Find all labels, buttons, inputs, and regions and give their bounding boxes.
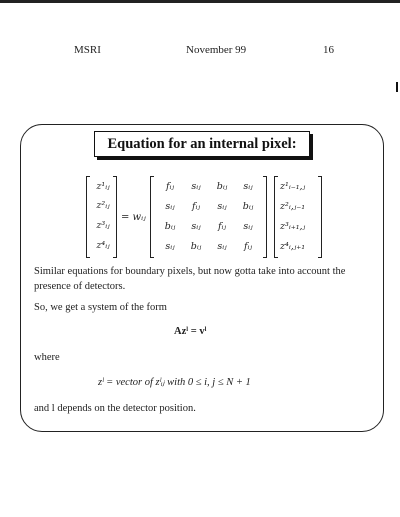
where-label: where xyxy=(34,352,60,363)
equals-weight: = wᵢⱼ xyxy=(121,212,146,223)
lhs-entry-1: z¹ᵢⱼ xyxy=(96,181,110,192)
header-date: November 99 xyxy=(186,44,247,56)
matrix-cell: fᵢⱼ xyxy=(244,241,252,252)
matrix-cell: bᵢⱼ xyxy=(242,201,254,212)
rhs-entry-3: z³ᵢ₊₁,ⱼ xyxy=(280,221,306,232)
rhs-right-bracket xyxy=(318,176,322,258)
rhs-entry-1: z¹ᵢ₋₁,ⱼ xyxy=(280,181,306,192)
system-intro: So, we get a system of the form xyxy=(34,302,167,313)
matrix-cell: sᵢⱼ xyxy=(165,201,175,212)
matrix-cell: sᵢⱼ xyxy=(243,181,253,192)
matrix-cell: sᵢⱼ xyxy=(217,241,227,252)
boundary-paragraph: Similar equations for boundary pixels, but now gotta take into account the presence of detectors. xyxy=(34,266,346,292)
rhs-entry-4: z⁴ᵢ,ⱼ₊₁ xyxy=(280,241,306,252)
matrix-cell: fᵢⱼ xyxy=(192,201,200,212)
matrix-cell: fᵢⱼ xyxy=(166,181,174,192)
lhs-entry-4: z⁴ᵢⱼ xyxy=(96,240,110,251)
system-equation: Azˡ = vˡ xyxy=(174,326,207,337)
rhs-left-bracket xyxy=(274,176,278,258)
matrix-cell: fᵢⱼ xyxy=(218,221,226,232)
matrix-cell: bᵢⱼ xyxy=(216,181,228,192)
matrix-cell: sᵢⱼ xyxy=(191,181,201,192)
detector-paragraph: and l depends on the detector position. xyxy=(34,403,196,414)
scan-edge-mark xyxy=(396,82,398,92)
matrix-cell: sᵢⱼ xyxy=(243,221,253,232)
matrix-right-bracket xyxy=(263,176,267,258)
matrix-cell: sᵢⱼ xyxy=(217,201,227,212)
matrix-cell: sᵢⱼ xyxy=(165,241,175,252)
matrix-cell: sᵢⱼ xyxy=(191,221,201,232)
matrix-left-bracket xyxy=(150,176,154,258)
lhs-entry-2: z²ᵢⱼ xyxy=(96,200,110,211)
page-number: 16 xyxy=(323,44,334,56)
page-header xyxy=(0,44,400,60)
matrix-cell: bᵢⱼ xyxy=(164,221,176,232)
slide-title: Equation for an internal pixel: xyxy=(94,131,310,157)
lhs-entry-3: z³ᵢⱼ xyxy=(96,220,110,231)
vector-definition: zˡ = vector of zˡᵢⱼ with 0 ≤ i, j ≤ N + 1 xyxy=(98,377,251,388)
matrix-cell: bᵢⱼ xyxy=(190,241,202,252)
header-left: MSRI xyxy=(74,44,101,56)
rhs-entry-2: z²ᵢ,ⱼ₋₁ xyxy=(280,201,306,212)
lhs-left-bracket xyxy=(86,176,90,258)
scan-top-edge xyxy=(0,0,400,3)
